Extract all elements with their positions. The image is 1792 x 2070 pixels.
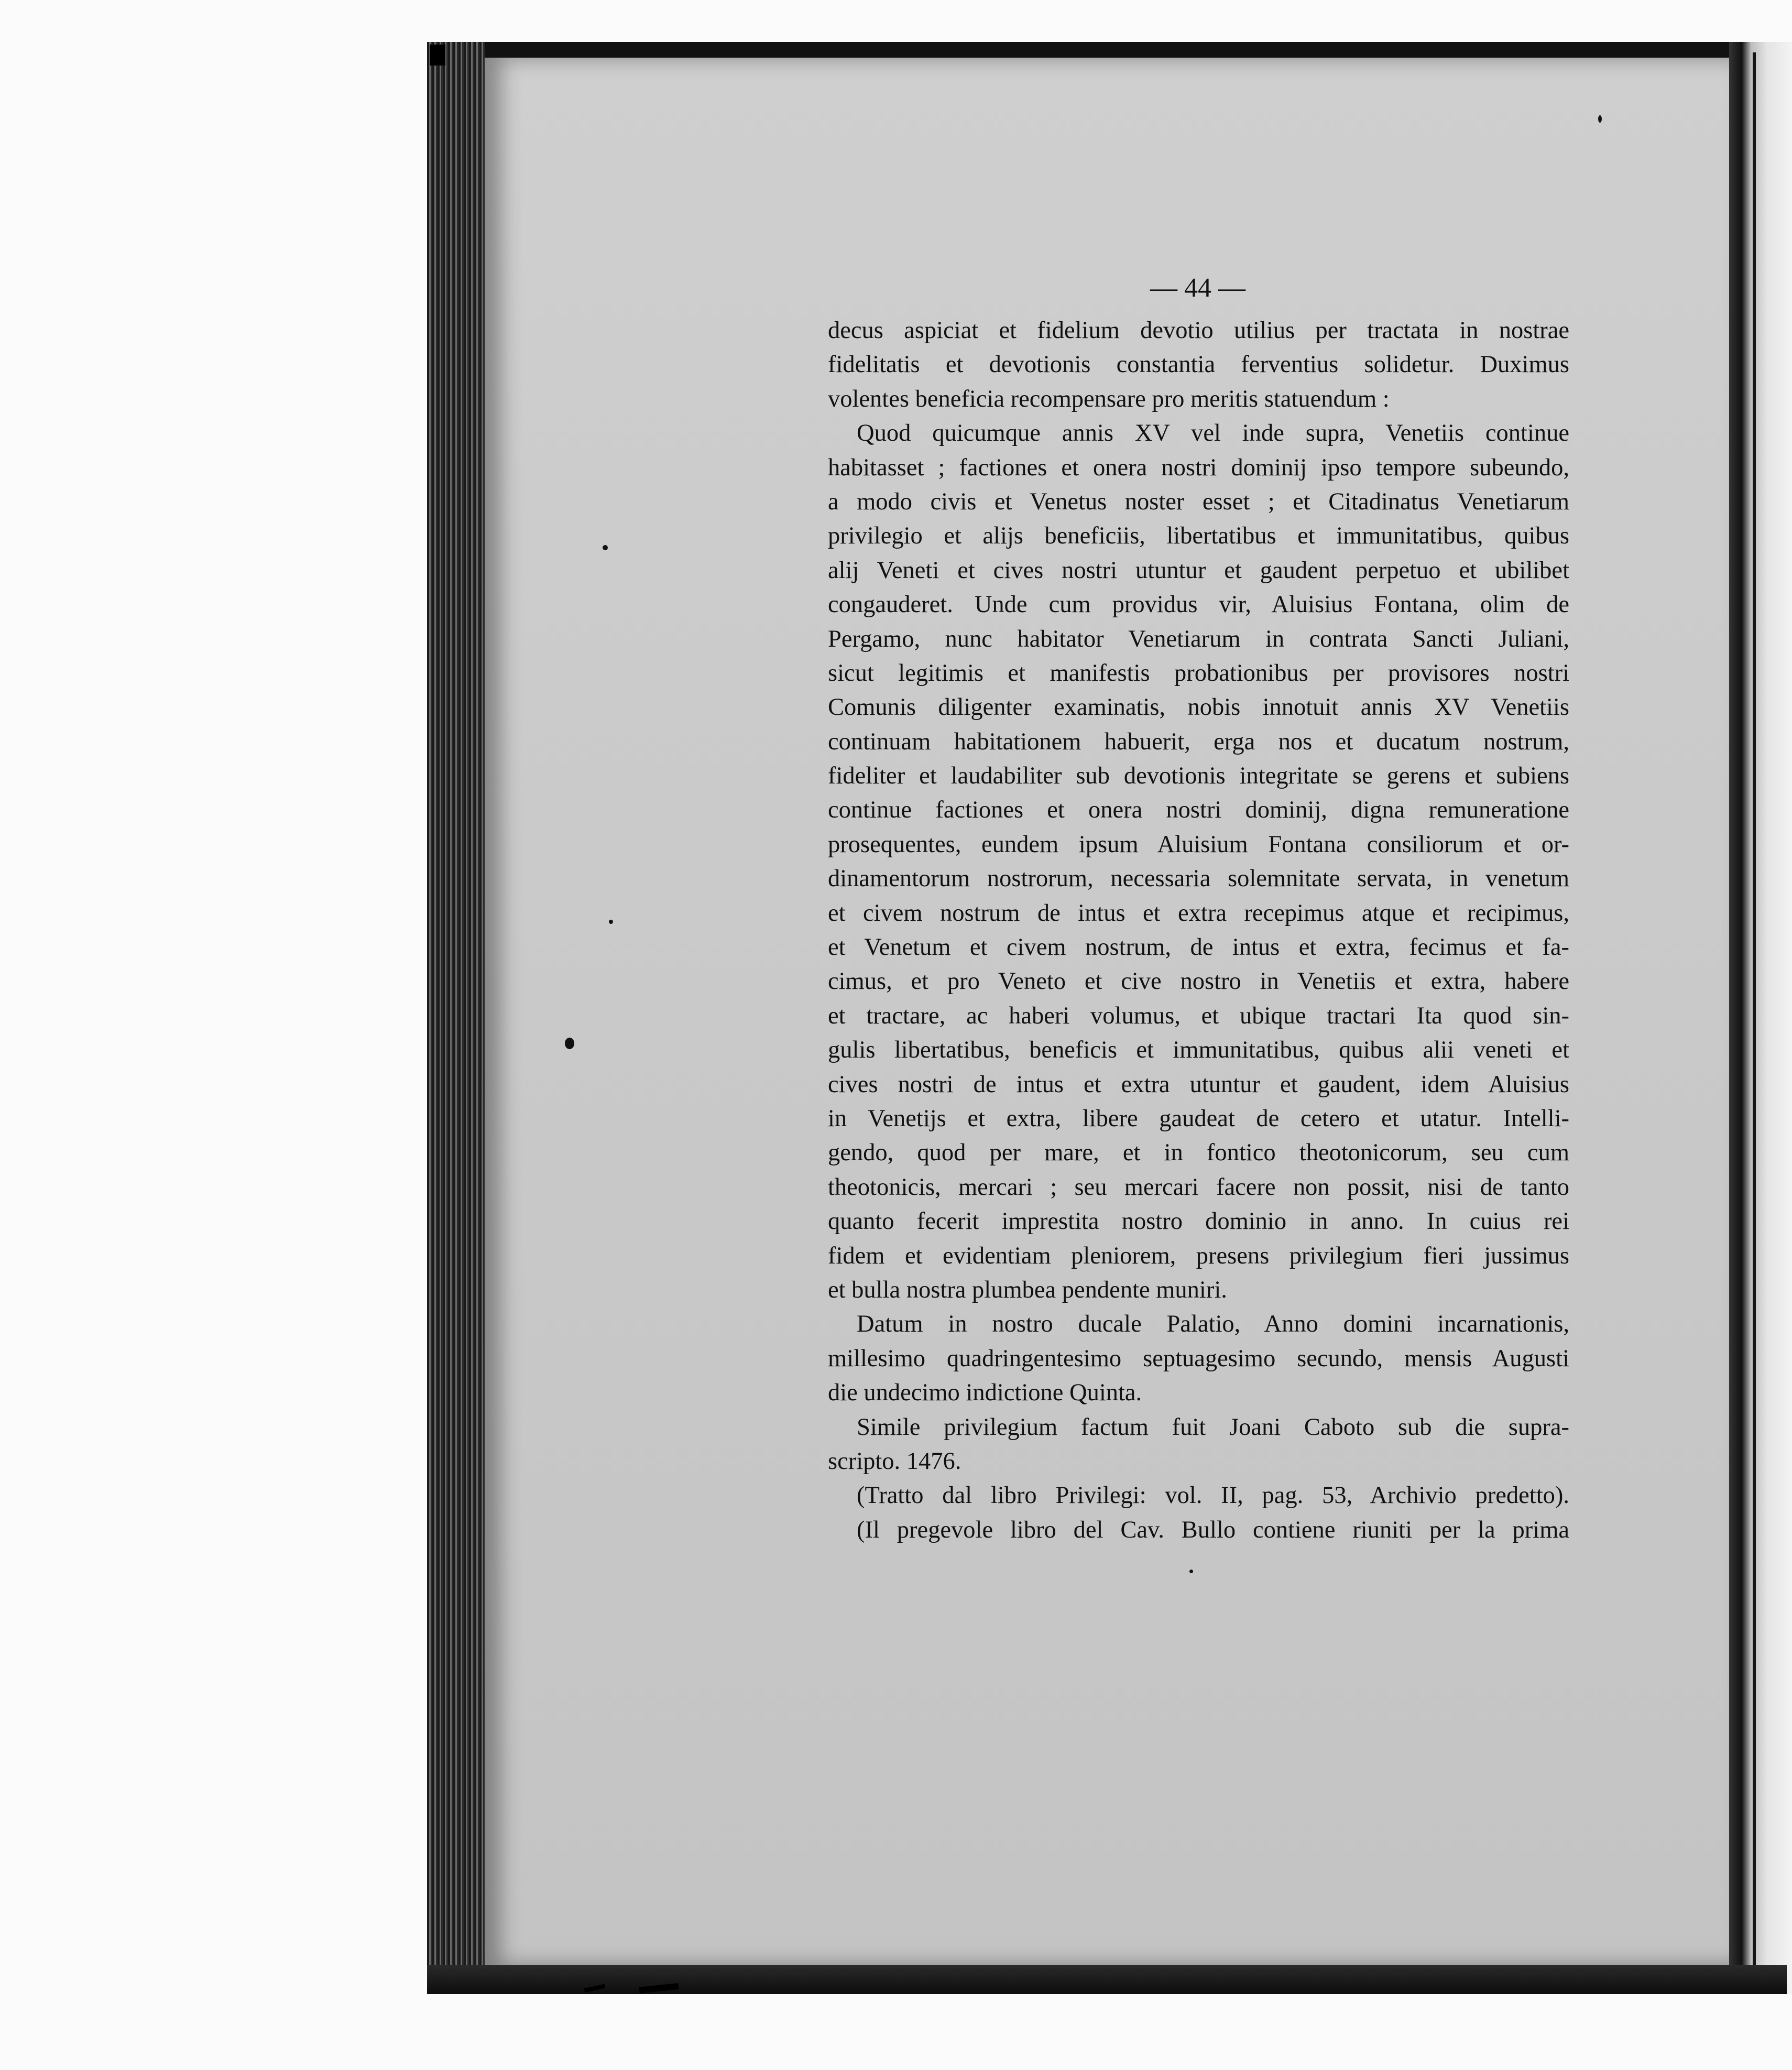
book-top-edge — [427, 42, 1787, 58]
text-line: Datum in nostro ducale Palatio, Anno domini incarnationis, — [857, 1311, 1569, 1338]
text-line: die undecimo indictione Quinta. — [828, 1379, 1142, 1407]
text-line: in Venetijs et extra, libere gaudeat de cetero et utatur. Intelli- — [828, 1105, 1569, 1132]
scan-speck — [603, 545, 608, 550]
scan-speck — [565, 1038, 574, 1049]
text-line: et Venetum et civem nostrum, de intus et extra, fecimus et fa- — [828, 934, 1569, 961]
book-left-edge — [427, 42, 485, 1994]
scan-speck — [1598, 115, 1602, 123]
text-line: continue factiones et onera nostri dominij, digna remuneratione — [828, 797, 1569, 824]
text-line: alij Veneti et cives nostri utuntur et gaudent perpetuo et ubilibet — [828, 557, 1569, 584]
text-line: cimus, et pro Veneto et cive nostro in Venetiis et extra, habere — [828, 968, 1569, 995]
text-line: prosequentes, eundem ipsum Aluisium Fontana consiliorum et or- — [828, 831, 1569, 858]
text-line: gulis libertatibus, beneficis et immunitatibus, quibus alii veneti et — [828, 1037, 1569, 1064]
text-line: theotonicis, mercari ; seu mercari facere non possit, nisi de tanto — [828, 1173, 1569, 1201]
text-line: habitasset ; factiones et onera nostri dominij ipso tempore subeundo, — [828, 454, 1569, 481]
page-text-block — [828, 313, 1569, 1547]
text-line: fidem et evidentiam pleniorem, presens privilegium fieri jussimus — [828, 1242, 1569, 1269]
text-line: (Tratto dal libro Privilegi: vol. II, pag. 53, Archivio predetto). — [857, 1482, 1569, 1509]
text-line: cives nostri de intus et extra utuntur et gaudent, idem Aluisius — [828, 1071, 1569, 1098]
text-line: (Il pregevole libro del Cav. Bullo contiene riuniti per la prima — [857, 1516, 1569, 1543]
text-line: et tractare, ac haberi volumus, et ubique tractari Ita quod sin- — [828, 1002, 1569, 1029]
text-line: dinamentorum nostrorum, necessaria solemnitate servata, in venetum — [828, 865, 1569, 892]
text-line: Comunis diligenter examinatis, nobis innotuit annis XV Venetiis — [828, 694, 1569, 721]
text-line: millesimo quadringentesimo septuagesimo secundo, mensis Augusti — [828, 1345, 1569, 1372]
text-line: privilegio et alijs beneficiis, libertatibus et immunitatibus, quibus — [828, 522, 1569, 550]
scan-speck — [609, 920, 613, 924]
scan-speck — [1189, 1570, 1193, 1573]
page-number: — 44 — — [1150, 273, 1245, 303]
text-line: quanto fecerit imprestita nostro dominio in anno. In cuius rei — [828, 1208, 1569, 1235]
scan-mark — [430, 45, 445, 66]
text-line: decus aspiciat et fidelium devotio utilius per tractata in nostrae — [828, 317, 1569, 344]
book-right-rule — [1753, 52, 1756, 1970]
text-line: gendo, quod per mare, et in fontico theotonicorum, seu cum — [828, 1139, 1569, 1167]
book-right-edge — [1729, 42, 1792, 1994]
text-line: a modo civis et Venetus noster esset ; et Citadinatus Venetiarum — [828, 488, 1569, 515]
text-line: Quod quicumque annis XV vel inde supra, Venetiis continue — [857, 420, 1569, 447]
text-line: et bulla nostra plumbea pendente muniri. — [828, 1276, 1227, 1303]
text-line: continuam habitationem habuerit, erga nos et ducatum nostrum, — [828, 728, 1569, 755]
text-line: Simile privilegium factum fuit Joani Caboto sub die supra- — [857, 1413, 1569, 1441]
text-line: et civem nostrum de intus et extra recepimus atque et recipimus, — [828, 899, 1569, 927]
book-bottom-edge — [427, 1965, 1787, 1994]
text-line: Pergamo, nunc habitator Venetiarum in contrata Sancti Juliani, — [828, 625, 1569, 652]
text-line: fidelitatis et devotionis constantia ferventius solidetur. Duximus — [828, 351, 1569, 378]
text-line: sicut legitimis et manifestis probationibus per provisores nostri — [828, 659, 1569, 687]
text-line: scripto. 1476. — [828, 1447, 961, 1475]
text-line: fideliter et laudabiliter sub devotionis integritate se gerens et subiens — [828, 762, 1569, 790]
text-line: congauderet. Unde cum providus vir, Aluisius Fontana, olim de — [828, 591, 1569, 618]
text-line: volentes beneficia recompensare pro meritis statuendum : — [828, 385, 1390, 412]
